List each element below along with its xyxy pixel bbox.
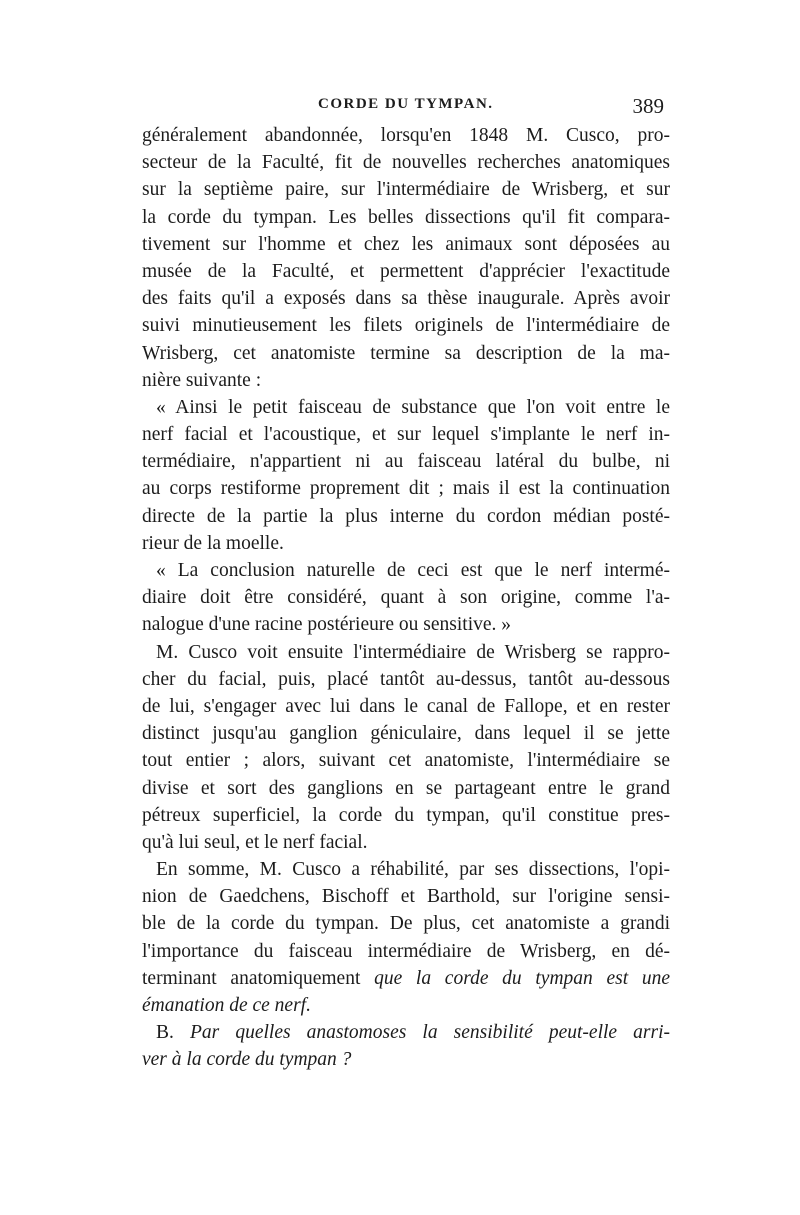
text-line: généralement abandonnée, lorsqu'en 1848 M. Cusco, pro- <box>142 125 670 146</box>
italic-segment: Par quelles anastomoses la sensibilité peut-elle arri- <box>189 1022 670 1044</box>
text-line: de lui, s'engager avec lui dans le canal de Fallope, et en rester <box>142 695 670 717</box>
text-line: « Ainsi le petit faisceau de substance que l'on voit entre le <box>156 396 670 418</box>
body-text <box>142 122 670 1074</box>
text-line: directe de la partie la plus interne du cordon médian posté- <box>142 505 670 527</box>
text-line: ble de la corde du tympan. De plus, cet anatomiste a grandi <box>142 913 670 935</box>
text-line: pétreux superficiel, la corde du tympan, qu'il constitue pres- <box>142 804 670 826</box>
text-line: musée de la Faculté, et permettent d'apprécier l'exactitude <box>142 260 670 282</box>
text-line: secteur de la Faculté, fit de nouvelles recherches anatomiques <box>142 152 670 174</box>
text-line: qu'à lui seul, et le nerf facial. <box>142 831 368 853</box>
text-line: suivi minutieusement les filets originels de l'intermédiaire de <box>142 315 670 337</box>
text-line: termédiaire, n'appartient ni au faisceau latéral du bulbe, ni <box>142 451 670 473</box>
text-line: divise et sort des ganglions en se partageant entre le grand <box>142 777 670 799</box>
text-line: « La conclusion naturelle de ceci est que le nerf intermé- <box>156 560 670 581</box>
text-line: M. Cusco voit ensuite l'intermédiaire de Wrisberg se rappro- <box>156 641 670 663</box>
text-line: émanation de ce nerf. <box>142 995 311 1016</box>
text-line: nerf facial et l'acoustique, et sur lequel s'implante le nerf in- <box>142 424 670 446</box>
page-number: 389 <box>632 94 664 118</box>
text-line: nalogue d'une racine postérieure ou sensitive. » <box>142 614 512 636</box>
text-line: sur la septième paire, sur l'intermédiaire de Wrisberg, et sur <box>142 179 670 201</box>
text-line: l'importance du faisceau intermédiaire de Wrisberg, en dé- <box>142 940 670 962</box>
text-segment: B. <box>156 1022 190 1044</box>
text-line: nière suivante : <box>142 369 262 391</box>
text-line <box>142 1019 670 1046</box>
text-line: Wrisberg, cet anatomiste termine sa description de la ma- <box>142 342 670 364</box>
text-line: la corde du tympan. Les belles dissections qu'il fit compara- <box>142 206 670 228</box>
text-line: diaire doit être considéré, quant à son origine, comme l'a- <box>142 587 670 609</box>
text-line: En somme, M. Cusco a réhabilité, par ses dissections, l'opi- <box>156 859 670 881</box>
text-line: cher du facial, puis, placé tantôt au-dessus, tantôt au-dessous <box>142 668 670 690</box>
text-line: des faits qu'il a exposés dans sa thèse inaugurale. Après avoir <box>142 288 670 310</box>
text-line: tivement sur l'homme et chez les animaux sont déposées au <box>142 233 670 255</box>
text-line: tout entier ; alors, suivant cet anatomiste, l'intermédiaire se <box>142 750 670 772</box>
text-line: ver à la corde du tympan ? <box>142 1049 352 1071</box>
text-line: au corps restiforme proprement dit ; mais il est la continuation <box>142 478 670 500</box>
text-line: rieur de la moelle. <box>142 532 284 554</box>
italic-segment: que la corde du tympan est une <box>374 967 670 989</box>
text-line: distinct jusqu'au ganglion géniculaire, dans lequel il se jette <box>142 723 670 745</box>
text-line <box>142 965 670 992</box>
text-segment: terminant anatomiquement <box>142 967 375 989</box>
text-line: nion de Gaedchens, Bischoff et Barthold, sur l'origine sensi- <box>142 886 670 908</box>
running-head: CORDE DU TYMPAN. <box>318 96 494 112</box>
